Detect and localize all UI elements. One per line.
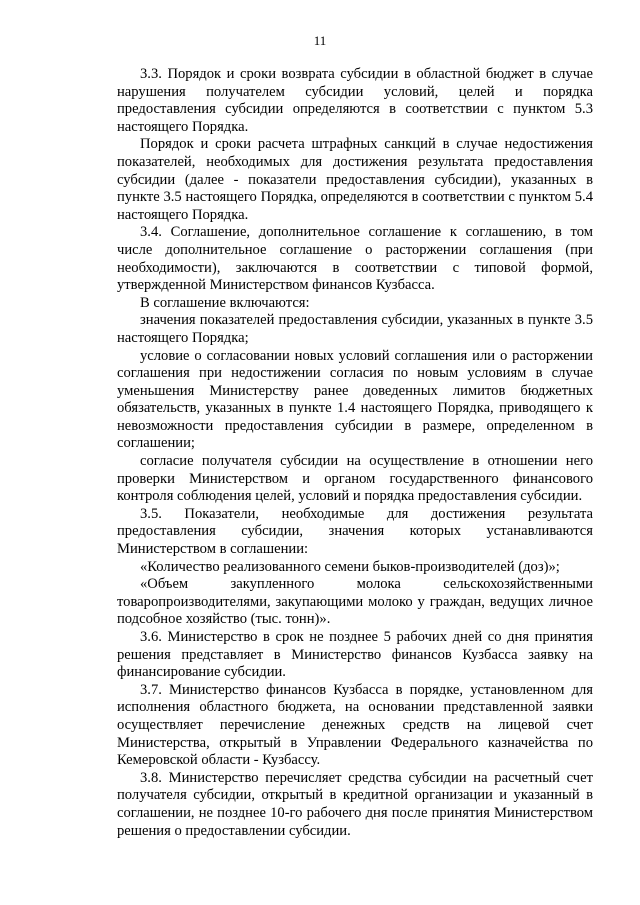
document-body — [117, 66, 593, 840]
paragraph-3-6: 3.6. Министерство в срок не позднее 5 рабочих дней со дня принятия решения представляет в Министерство финансов Кузбасса заявку на финансирование субсидии. — [117, 629, 593, 681]
paragraph-3-8: 3.8. Министерство перечисляет средства субсидии на расчетный счет получателя субсидии, открытый в кредитной организации и указанный в соглашении, не позднее 10-го рабочего дня после принятия Министерством решения о предоставлении субсидии. — [117, 769, 593, 839]
paragraph-penalty-terms: Порядок и сроки расчета штрафных санкций в случае недостижения показателей, необходимых для достижения результата предоставления субсидии (далее - показатели предоставления субсидии), указанных в пункте 3.5 настоящего Порядка, определяются в соответствии с пунктом 5.4 настоящего Порядка. — [117, 136, 593, 223]
paragraph-indicator-semen: «Количество реализованного семени быков-производителей (доз)»; — [140, 558, 560, 575]
paragraph-agreement-includes: В соглашение включаются: — [140, 294, 310, 311]
paragraph-new-conditions: условие о согласовании новых условий соглашения или о расторжении соглашения при недостижении согласия по новым условиям в случае уменьшения Министерству ранее доведенных лимитов бюджетных обязательств, указанных в пункте 1.4 настоящего Порядка, приводящего к невозможности предоставления субсидии в размере, определенном в соглашении; — [117, 347, 593, 452]
paragraph-3-3: 3.3. Порядок и сроки возврата субсидии в областной бюджет в случае нарушения получателем субсидии условий, целей и порядка предоставления субсидии определяются в соответствии с пунктом 5.3 настоящего Порядка. — [117, 66, 593, 135]
paragraph-indicator-values: значения показателей предоставления субсидии, указанных в пункте 3.5 настоящего Порядка; — [117, 312, 593, 346]
paragraph-indicator-milk: «Объем закупленного молока сельскохозяйственными товаропроизводителями, закупающими молоко у граждан, ведущих личное подсобное хозяйство (тыс. тонн)». — [117, 576, 593, 628]
paragraph-3-5: 3.5. Показатели, необходимые для достижения результата предоставления субсидии, значения которых устанавливаются Министерством в соглашении: — [117, 505, 593, 558]
paragraph-3-7: 3.7. Министерство финансов Кузбасса в порядке, установленном для исполнения областного бюджета, на основании представленной заявки осуществляет перечисление денежных средств на лицевой счет Министерства, открытый в Управлении Федерального казначейства по Кемеровской области - Кузбассу. — [117, 681, 593, 769]
paragraph-3-4: 3.4. Соглашение, дополнительное соглашение к соглашению, в том числе дополнительное соглашение о расторжении соглашения (при необходимости), заключаются в соответствии с типовой формой, утвержденной Министерством финансов Кузбасса. — [117, 224, 593, 294]
paragraph-recipient-consent: согласие получателя субсидии на осуществление в отношении него проверки Министерством и органом государственного финансового контроля соблюдения целей, условий и порядка предоставления субсидии. — [117, 453, 593, 505]
page-number: 11 — [313, 33, 327, 48]
